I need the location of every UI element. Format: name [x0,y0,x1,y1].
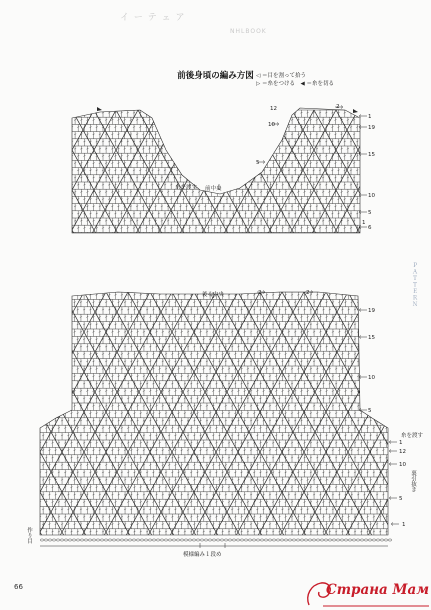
row-number: 1 [402,522,406,528]
side-pattern-text: ＰＡＴＴＥＲＮ [411,262,417,308]
bleed-through-text: イ ー テ ェ ア [120,13,186,23]
legend-item: ◁ ＝目を割って拾う [256,73,306,79]
bottom-chart-attach-label: 糸を渡す [401,433,424,439]
row-number: 10 [268,122,275,128]
row-number: 6 [368,225,372,231]
bottom-chart-center-label: 後ろ中央 [202,292,225,298]
top-chart [0,108,431,240]
bottom-chart-right-vertical-label: 裏引抜き [410,470,416,492]
row-number: 2 [336,104,340,110]
row-number: 1 [368,114,372,120]
row-number: 5 [256,160,260,166]
watermark [303,575,431,610]
row-number: 5 [368,210,372,216]
bleed-through-code: NHLBOOK [230,28,267,35]
top-chart-center-label: 前中央 [205,186,222,192]
page-number: 66 [14,583,23,591]
top-chart-attach-label: 糸を渡す [175,185,198,191]
bottom-chart-start-label: 作り目 [26,527,32,544]
row-number: 10 [368,193,375,199]
row-number: 15 [368,335,375,341]
row-number: 12 [270,106,277,112]
row-number: 10 [399,462,406,468]
row-number: 5 [399,496,403,502]
row-number: 10 [368,375,375,381]
row-number: 2 [306,290,310,296]
diagram-title: 前後身頃の編み方図 [177,71,254,81]
row-number: 5 [368,408,372,414]
row-number: 1 [362,220,366,226]
row-number: 15 [368,152,375,158]
row-number: 19 [368,125,375,131]
bottom-chart [0,292,431,546]
row-number: 12 [399,449,406,455]
row-number: 1 [399,440,403,446]
watermark-text: Страна Мам [326,582,430,598]
row-number: 2 [258,290,262,296]
legend-item: ▷ ＝糸をつける ◀ ＝糸を切る [256,81,334,87]
row-number: 19 [368,308,375,314]
bottom-chart-caption: 模様編み１段め [183,552,222,558]
